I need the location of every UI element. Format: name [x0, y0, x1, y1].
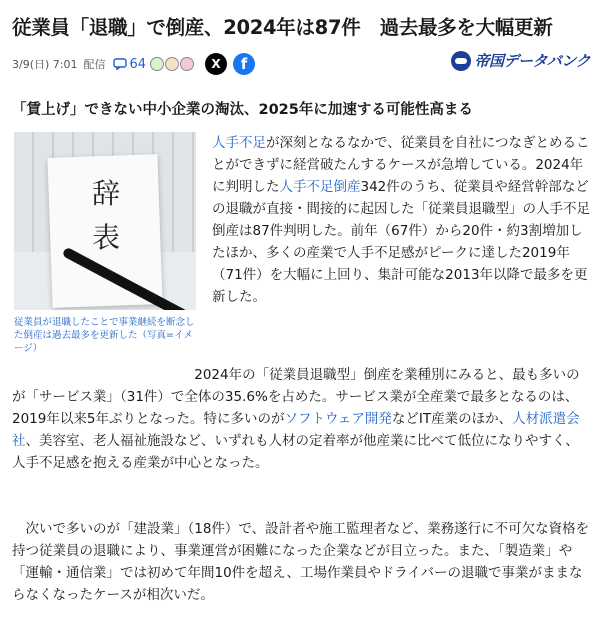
reaction-icon-2 — [165, 57, 179, 71]
brand-logo[interactable] — [451, 50, 590, 71]
paragraph-1-text-2: 342件のうち、従業員や経営幹部などの退職が直接・間接的に起因した「従業員退職型」の人手不足倒産は87件判明した。前年（67件）から20件・約3割増加したほか、多くの産業で人手不足感がピークに達した2019年（71件）を大幅に上回り、集計可能な2013年以降で最多を更新した。 — [212, 179, 590, 305]
article-subheading: 「賃上げ」できない中小企業の淘汰、2025年に加速する可能性高まる — [12, 102, 473, 118]
article-meta — [12, 52, 261, 76]
publish-date: 3/9(日) 7:01 — [12, 58, 78, 71]
share-facebook-button[interactable]: f — [233, 53, 255, 75]
photo-kanji-2: 表 — [92, 221, 121, 254]
reaction-icon-3 — [180, 57, 194, 71]
paragraph-2-text-3: 、美容室、老人福祉施設など、いずれも人材の定着率が他産業に比べて低位になりやすく、人手不足感を抱える産業が中心となった。 — [12, 433, 579, 471]
reaction-icons[interactable] — [150, 57, 195, 71]
comments-link[interactable] — [113, 57, 146, 72]
paragraph-2 — [12, 364, 592, 474]
comment-count: 64 — [129, 56, 147, 72]
photo-caption: 従業員が退職したことで事業継続を断念した倒産は過去最多を更新した（写真=イメージ） — [14, 317, 195, 354]
photo-kanji-1: 辞 — [92, 177, 121, 210]
paragraph-2-text-1: 2024年の「従業員退職型」倒産を業種別にみると、最も多いのが「サービス業」（31件）で全体の35.6%を占めた。サービス業が全産業で最多となるのは、2019年以来5年ぶりとなった。特に多いのが — [12, 367, 580, 427]
paragraph-2-text-2: などIT産業のほか、 — [391, 411, 513, 427]
reaction-icon-1 — [150, 57, 164, 71]
paragraph-1 — [212, 132, 592, 308]
article-headline: 従業員「退職」で倒産、2024年は87件 過去最多を大幅更新 — [12, 16, 553, 39]
share-x-button[interactable]: X — [205, 53, 227, 75]
paragraph-1-text-1: が深刻となるなかで、従業員を自社につなぎとめることができずに経営破たんするケースが急増している。2024年に判明した — [212, 135, 590, 195]
paragraph-3-text-1: 次いで多いのが「建設業」（18件）で、設計者や施工監理者など、業務遂行に不可欠な資格を持つ従業員の退職により、事業運営が困難になった企業などが目立った。また、「製造業」や「運輸・通信業」では初めて年間10件を超え、工場作業員やドライバーの退職で事業がままならなくなったケースが相次いだ。 — [12, 521, 590, 603]
brand-name: 帝国データバンク — [474, 52, 590, 70]
link-software-development[interactable]: ソフトウェア開発 — [284, 411, 392, 427]
distribution-label: 配信 — [83, 58, 106, 71]
paragraph-3 — [12, 518, 592, 606]
comment-icon — [113, 58, 127, 70]
link-staffing-agency[interactable]: 人材派遣会社 — [12, 411, 580, 449]
article-photo[interactable] — [14, 132, 196, 310]
link-labor-shortage[interactable]: 人手不足 — [212, 135, 266, 151]
brand-logo-icon — [451, 51, 471, 71]
link-labor-shortage-bankruptcy[interactable]: 人手不足倒産 — [279, 179, 361, 195]
